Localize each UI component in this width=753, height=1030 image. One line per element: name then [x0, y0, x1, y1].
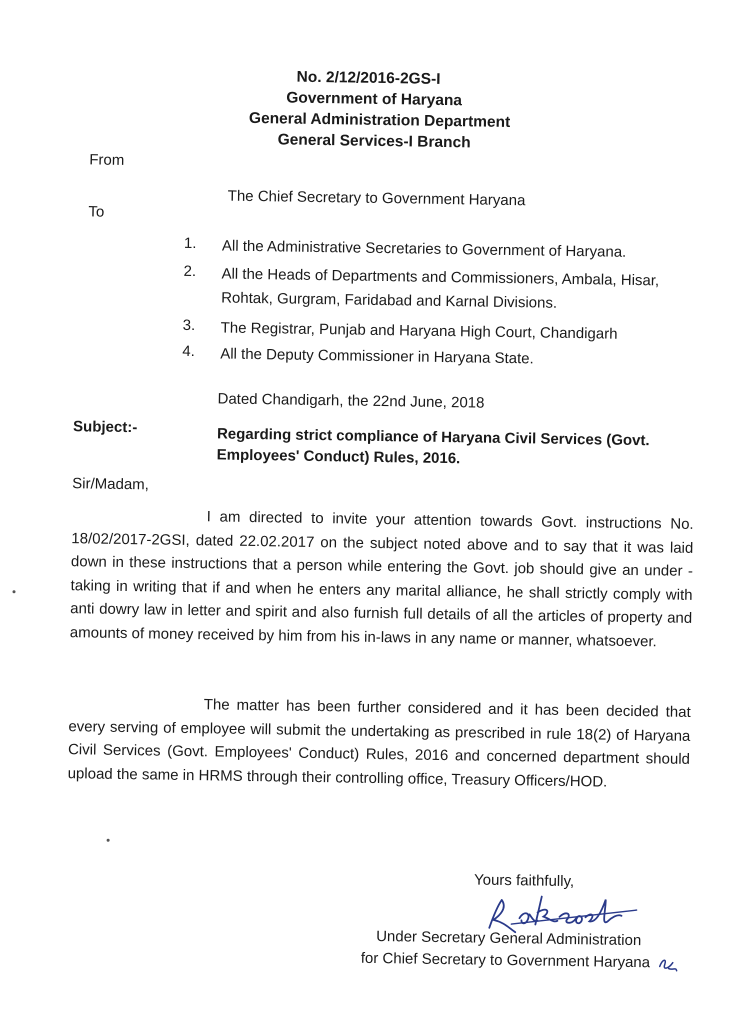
closing: Yours faithfully,: [473, 871, 575, 891]
dated-line: Dated Chandigarh, the 22nd June, 2018: [217, 390, 485, 412]
designation: Under Secretary General Administration: [376, 927, 642, 950]
subject-label: Subject:-: [72, 418, 138, 437]
recipient-line: Rohtak, Gurgram, Faridabad and Karnal Divisions.: [221, 289, 558, 312]
for-line: for Chief Secretary to Government Haryana: [360, 949, 651, 972]
scan-speck: [107, 839, 110, 842]
initials-mark: [657, 952, 679, 974]
body-paragraph-2: The matter has been further considered and it has been decided that every serving of employee will submit the undertaking as prescribed in rule 18(2) of Haryana Civil Services (Govt. Employees' Conduct) Rules, 2016 and concerned department should upload the same in HRMS through their controlling office, Treasury Officers/HOD.: [67, 696, 691, 791]
recipient-number: 3.: [182, 316, 196, 335]
salutation: Sir/Madam,: [72, 475, 150, 494]
header-branch: General Services-I Branch: [277, 131, 471, 152]
from-text: The Chief Secretary to Government Haryana: [227, 187, 526, 210]
scan-speck: [12, 590, 15, 593]
recipient-number: 1.: [183, 234, 197, 253]
recipient-line: The Registrar, Punjab and Haryana High Court, Chandigarh: [220, 319, 618, 343]
recipient-line: All the Heads of Departments and Commissioners, Ambala, Hisar,: [221, 265, 660, 290]
recipient-number: 4.: [182, 342, 195, 361]
recipient-line: All the Administrative Secretaries to Government of Haryana.: [221, 237, 627, 261]
body-paragraph-1: I am directed to invite your attention towards Govt. instructions No. 18/02/2017-2GSI, dated 22.02.2017 on the subject noted above and to say that it was laid down in these instructions that a person while entering the Govt. job should give an under - taking in writing that if and when he enters any marital alliance, he shall strictly comply with anti dowry law in letter and spirit and also furnish full details of all the articles of property and amounts of money received by him from his in-laws in any name or manner, whatsoever.: [69, 508, 694, 650]
from-label: From: [89, 151, 125, 169]
subject-line: Regarding strict compliance of Haryana Civil Services (Govt.: [216, 425, 650, 450]
header-department: General Administration Department: [248, 109, 511, 131]
to-label: To: [88, 203, 105, 221]
reference-number: No. 2/12/2016-2GS-I: [296, 68, 441, 88]
recipient-number: 2.: [183, 262, 197, 281]
subject-line: Employees' Conduct) Rules, 2016.: [216, 446, 461, 468]
header-government: Government of Haryana: [286, 89, 463, 110]
recipient-line: All the Deputy Commissioner in Haryana State.: [220, 345, 534, 368]
